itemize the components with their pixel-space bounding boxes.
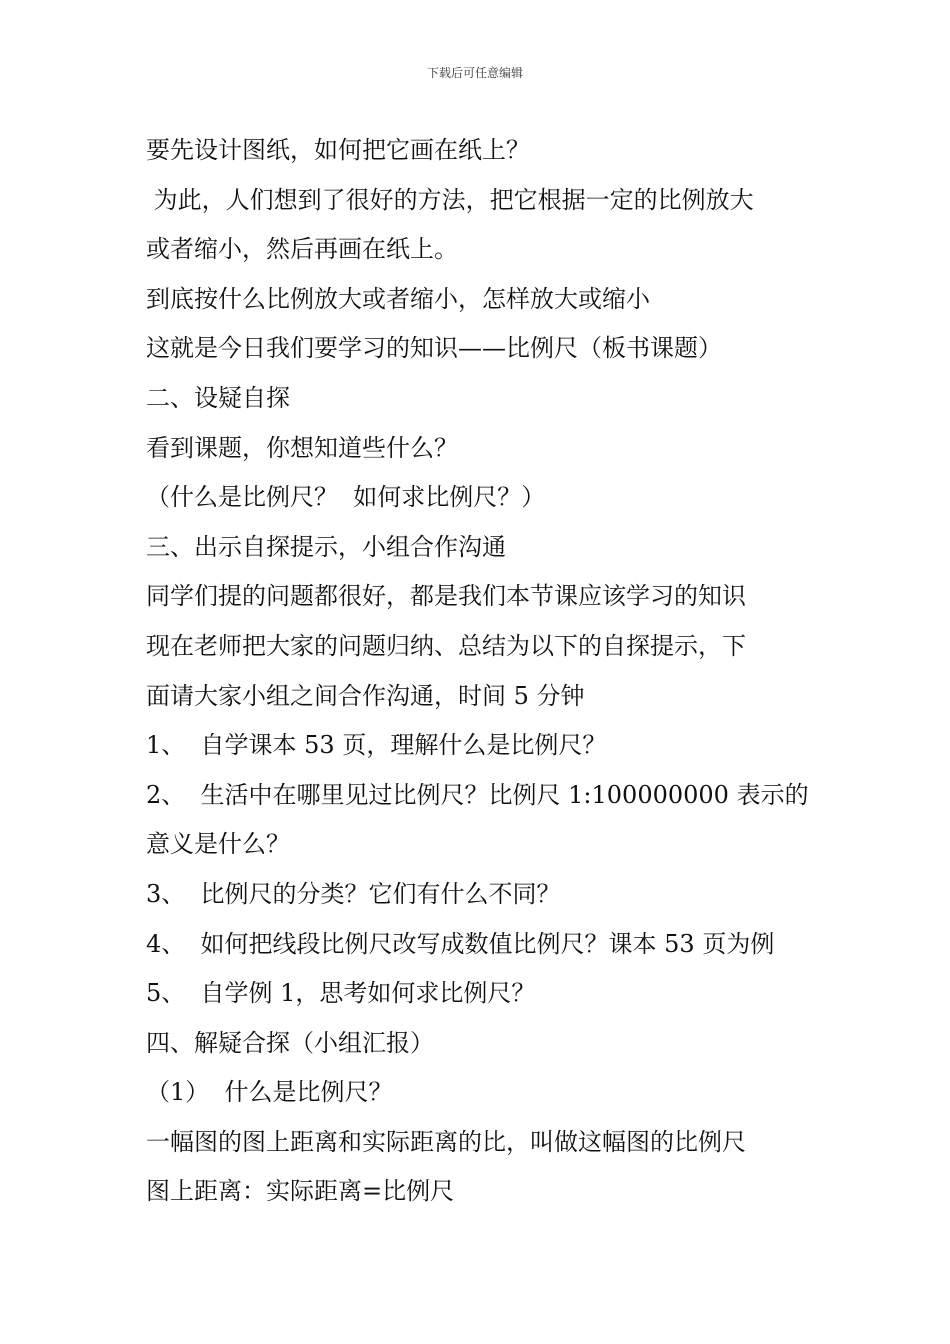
paragraph-line: 或者缩小，然后再画在纸上。 — [146, 235, 458, 264]
paragraph-line: 到底按什么比例放大或者缩小，怎样放大或缩小 — [146, 284, 650, 313]
list-item: 3、 比例尺的分类？它们有什么不同？ — [146, 879, 561, 908]
document-body — [146, 126, 826, 1217]
list-item-continuation: 意义是什么？ — [146, 830, 290, 859]
list-item: 5、 自学例 1，思考如何求比例尺？ — [146, 979, 536, 1008]
section-heading: 三、出示自探提示，小组合作沟通 — [146, 532, 506, 561]
paragraph-line: 看到课题，你想知道些什么？ — [146, 433, 458, 462]
paragraph-line: （什么是比例尺？ 如何求比例尺？） — [146, 483, 546, 512]
formula-line: 图上距离：实际距离=比例尺 — [146, 1177, 455, 1206]
list-item: 2、 生活中在哪里见过比例尺？比例尺 1:100000000 表示的 — [146, 780, 809, 809]
paragraph-line: 同学们提的问题都很好，都是我们本节课应该学习的知识 — [146, 582, 746, 611]
paragraph-line: 现在老师把大家的问题归纳、总结为以下的自探提示，下 — [146, 631, 746, 660]
page-header: 下载后可任意编辑 — [426, 66, 523, 80]
section-heading: 四、解疑合探（小组汇报） — [146, 1028, 434, 1057]
paragraph-line: 要先设计图纸，如何把它画在纸上？ — [146, 136, 530, 164]
list-item: 1、 自学课本 53 页，理解什么是比例尺？ — [146, 731, 607, 760]
sub-heading: （1） 什么是比例尺？ — [146, 1078, 393, 1107]
paragraph-line: 为此，人们想到了很好的方法，把它根据一定的比例放大 — [146, 185, 754, 214]
list-item: 4、 如何把线段比例尺改写成数值比例尺？课本 53 页为例 — [146, 929, 775, 958]
paragraph-line: 这就是今日我们要学习的知识——比例尺（板书课题） — [146, 334, 722, 363]
section-heading: 二、设疑自探 — [146, 383, 290, 412]
paragraph-line: 一幅图的图上距离和实际距离的比，叫做这幅图的比例尺 — [146, 1127, 746, 1156]
paragraph-line: 面请大家小组之间合作沟通，时间 5 分钟 — [146, 681, 585, 710]
